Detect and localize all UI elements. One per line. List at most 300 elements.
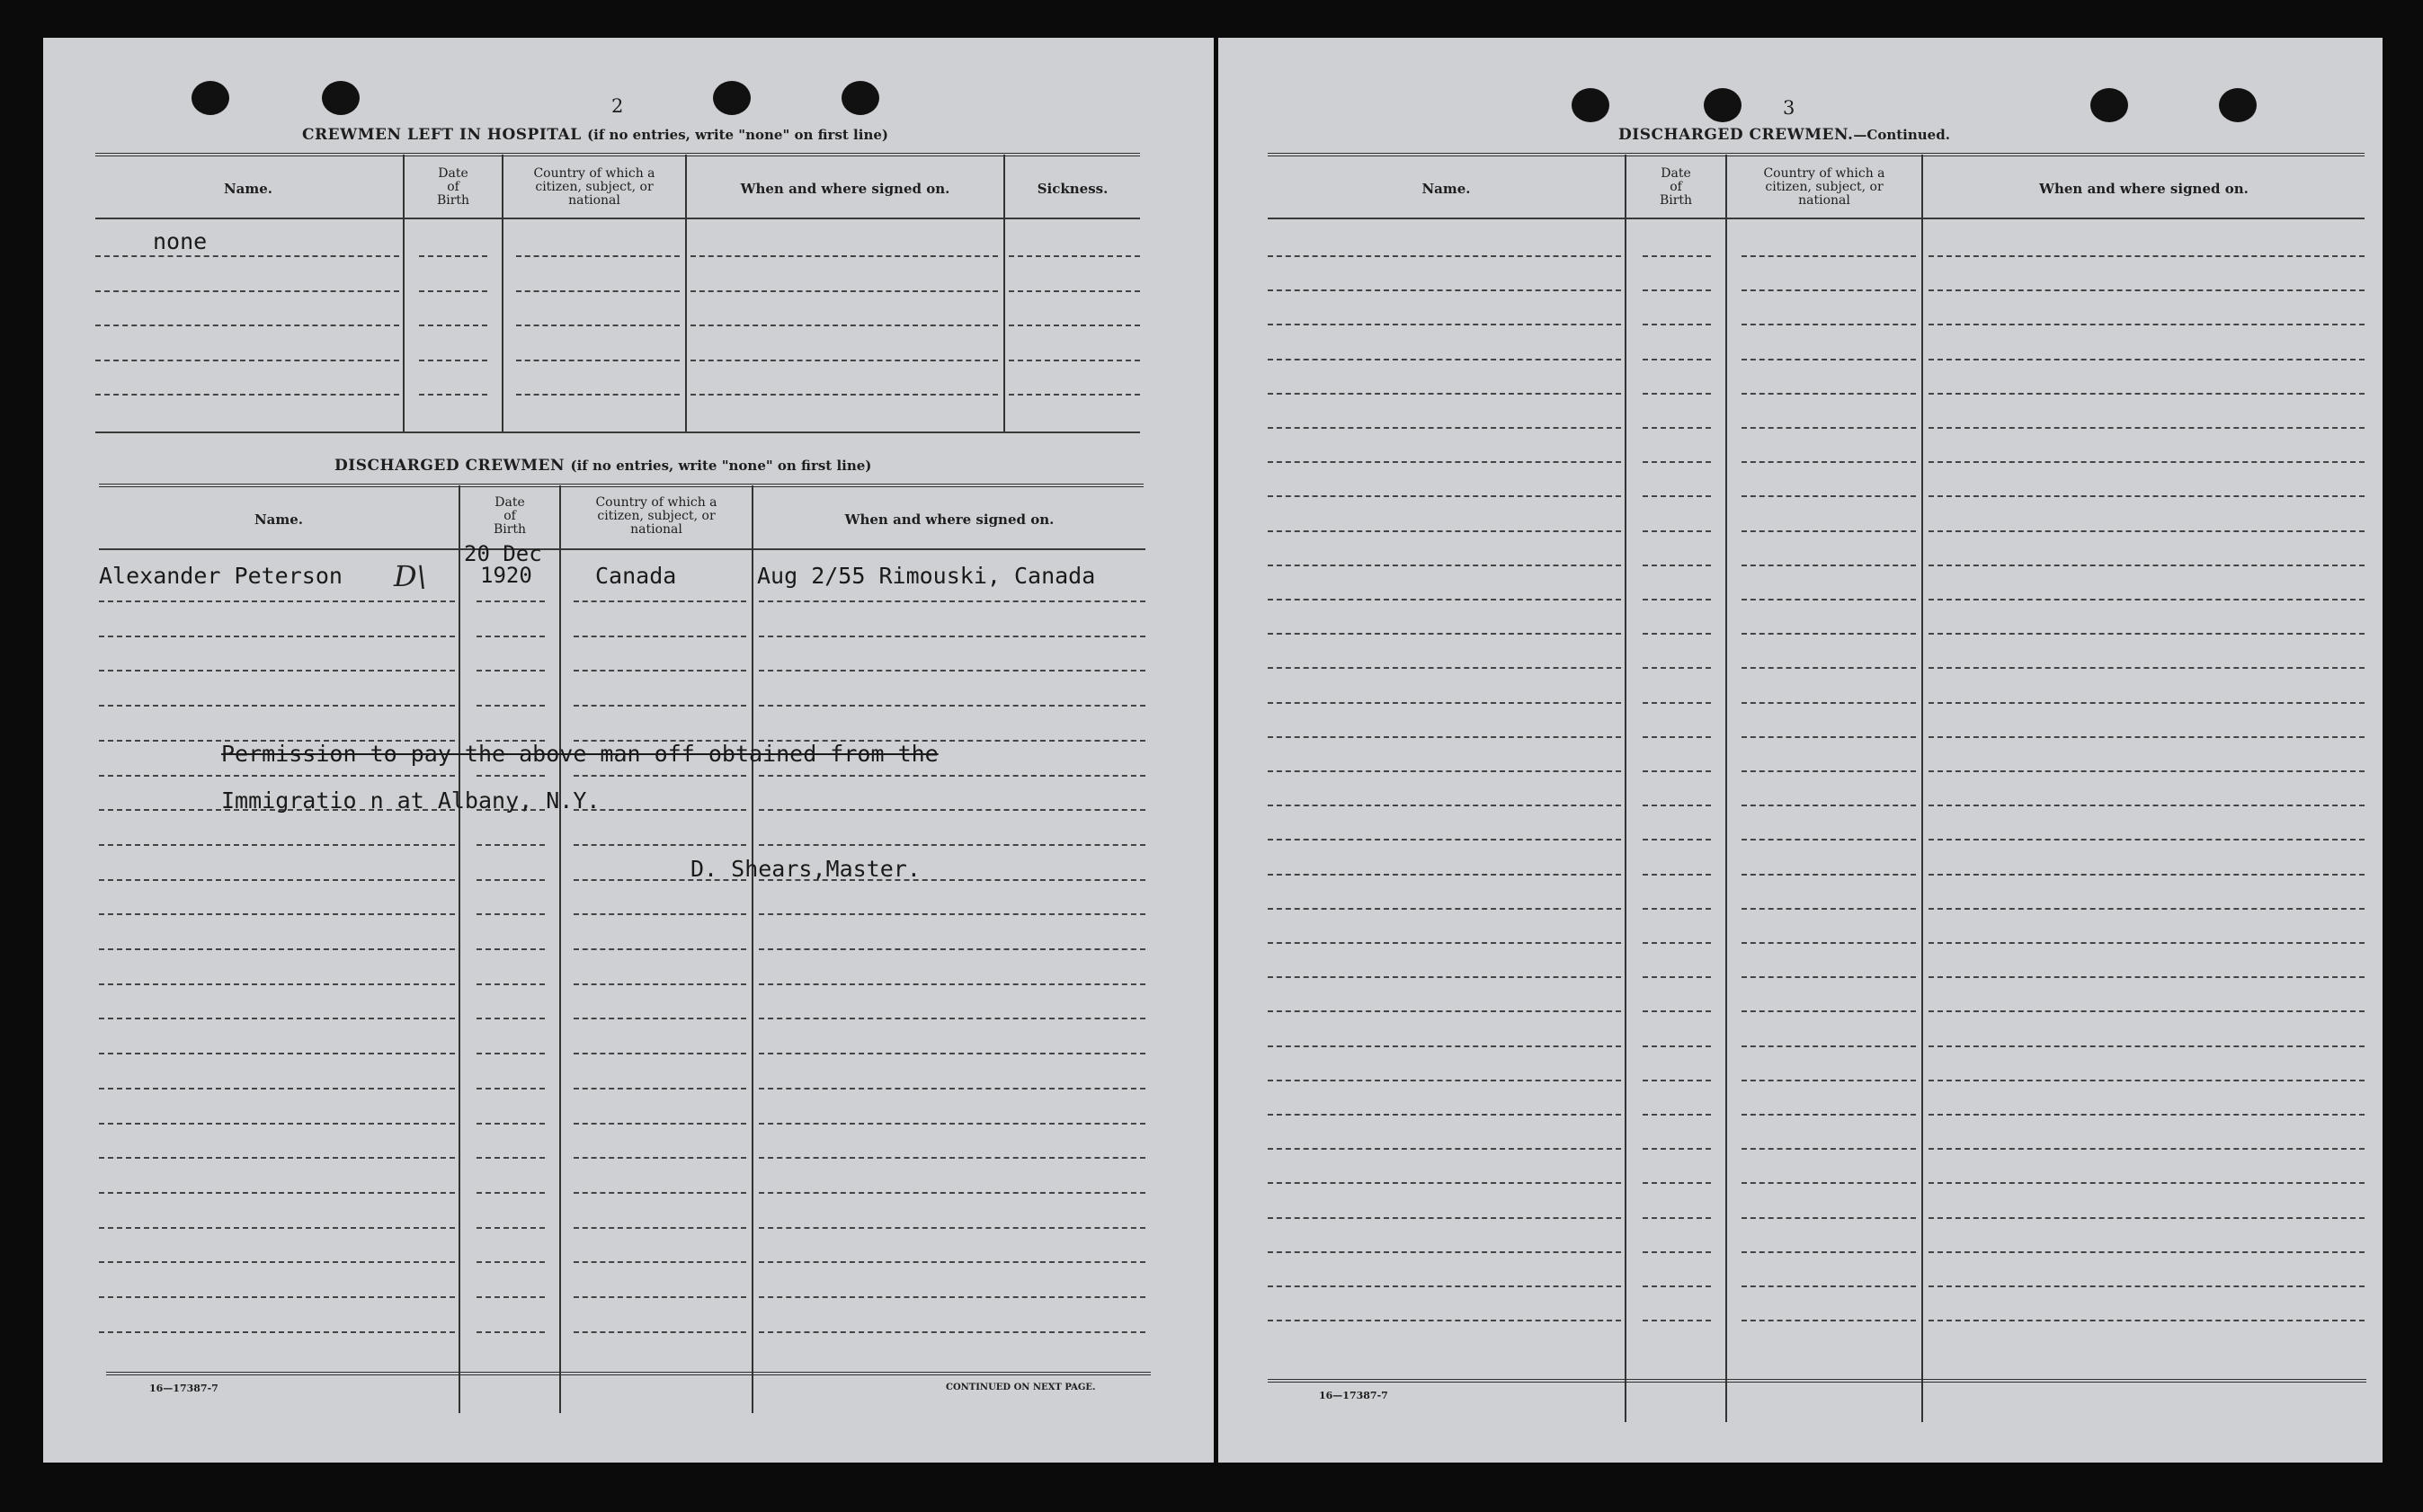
header-signed-on: When and where signed on. bbox=[2039, 181, 2249, 197]
ruled-line bbox=[419, 394, 487, 396]
ruled-line bbox=[516, 360, 680, 361]
ruled-line bbox=[1742, 1114, 1916, 1116]
header-dob-l3: Birth bbox=[1659, 193, 1693, 208]
ruled-line bbox=[1929, 565, 2365, 566]
ruled-line bbox=[759, 1157, 1145, 1159]
ruled-line bbox=[1268, 942, 1621, 944]
hospital-entry: none bbox=[153, 228, 208, 254]
ruled-line bbox=[574, 1331, 746, 1333]
ruled-line bbox=[1929, 805, 2365, 806]
ruled-line bbox=[759, 1018, 1145, 1019]
ruled-line bbox=[690, 360, 998, 361]
ruled-line bbox=[1268, 255, 1621, 257]
ruled-line bbox=[1643, 1182, 1711, 1184]
ruled-line bbox=[1643, 770, 1711, 772]
ruled-line bbox=[1742, 702, 1916, 704]
ruled-line bbox=[477, 1227, 545, 1229]
ruled-line bbox=[690, 325, 998, 326]
ruled-line bbox=[477, 844, 545, 846]
ruled-line bbox=[759, 1088, 1145, 1090]
ruled-line bbox=[1742, 667, 1916, 669]
ruled-line bbox=[574, 913, 746, 915]
form-number: 16—17387-7 bbox=[1319, 1390, 1388, 1401]
ruled-line bbox=[759, 948, 1145, 950]
ruled-line bbox=[1643, 1251, 1711, 1253]
discharged-section-title bbox=[334, 457, 871, 475]
header-country bbox=[1727, 167, 1921, 208]
ruled-line bbox=[759, 1227, 1145, 1229]
header-country bbox=[561, 496, 752, 537]
ruled-line bbox=[477, 670, 545, 672]
ruled-line bbox=[1643, 1217, 1711, 1219]
ruled-line bbox=[419, 325, 487, 326]
ruled-line bbox=[477, 879, 545, 881]
ruled-line bbox=[759, 705, 1145, 707]
ruled-line bbox=[95, 325, 399, 326]
ruled-line bbox=[1929, 359, 2365, 360]
ruled-line bbox=[759, 600, 1145, 602]
ruled-line bbox=[99, 670, 455, 672]
ruled-line bbox=[1929, 1148, 2365, 1150]
ruled-line bbox=[99, 913, 455, 915]
header-country-l1: Country of which a bbox=[533, 166, 655, 181]
ruled-line bbox=[759, 1261, 1145, 1263]
ruled-line bbox=[574, 1261, 746, 1263]
column-divider bbox=[685, 155, 687, 433]
ruled-line bbox=[1929, 255, 2365, 257]
ruled-line bbox=[1268, 770, 1621, 772]
ruled-line bbox=[95, 290, 399, 292]
ruled-line bbox=[1929, 1080, 2365, 1081]
ruled-line bbox=[477, 775, 545, 777]
ruled-line bbox=[1268, 461, 1621, 463]
rule bbox=[95, 218, 1140, 219]
crewman-signed-on: Aug 2/55 Rimouski, Canada bbox=[757, 563, 1096, 589]
ruled-line bbox=[1742, 736, 1916, 738]
ruled-line bbox=[1268, 805, 1621, 806]
column-divider bbox=[1625, 155, 1626, 1422]
ruled-line bbox=[1643, 736, 1711, 738]
ruled-line bbox=[1643, 1045, 1711, 1047]
ruled-line bbox=[1929, 874, 2365, 876]
ruled-line bbox=[477, 1296, 545, 1298]
ruled-line bbox=[516, 290, 680, 292]
continued-section-title bbox=[1618, 126, 1950, 144]
ruled-line bbox=[1643, 942, 1711, 944]
ruled-line bbox=[1009, 325, 1140, 326]
ruled-line bbox=[1742, 461, 1916, 463]
continued-title-text: DISCHARGED CREWMEN. bbox=[1618, 126, 1854, 144]
ruled-line bbox=[1929, 495, 2365, 497]
ruled-line bbox=[99, 948, 455, 950]
ruled-line bbox=[1643, 1148, 1711, 1150]
punch-hole bbox=[2219, 88, 2257, 122]
ruled-line bbox=[1929, 1045, 2365, 1047]
ruled-line bbox=[477, 600, 545, 602]
permission-note-line2: Immigratio n at Albany, N.Y. bbox=[221, 787, 601, 814]
ruled-line bbox=[477, 705, 545, 707]
ruled-line bbox=[1268, 667, 1621, 669]
ruled-line bbox=[1929, 1114, 2365, 1116]
ruled-line bbox=[1742, 908, 1916, 910]
ruled-line bbox=[1929, 1010, 2365, 1012]
ruled-line bbox=[1643, 495, 1711, 497]
ruled-line bbox=[1643, 289, 1711, 291]
ruled-line bbox=[1643, 1010, 1711, 1012]
ruled-line bbox=[1268, 839, 1621, 840]
ruled-line bbox=[477, 1088, 545, 1090]
ruled-line bbox=[759, 1123, 1145, 1125]
header-country-l1: Country of which a bbox=[1763, 166, 1885, 181]
header-dob-l2: of bbox=[503, 509, 516, 523]
ruled-line bbox=[574, 948, 746, 950]
ruled-line bbox=[516, 325, 680, 326]
header-country-l3: national bbox=[568, 193, 620, 208]
right-page bbox=[1218, 38, 2383, 1463]
ruled-line bbox=[759, 844, 1145, 846]
ruled-line bbox=[1268, 1148, 1621, 1150]
ruled-line bbox=[574, 1123, 746, 1125]
ruled-line bbox=[1268, 1320, 1621, 1321]
header-dob bbox=[405, 167, 502, 208]
column-divider bbox=[403, 155, 405, 433]
hospital-title-text: CREWMEN LEFT IN HOSPITAL bbox=[302, 126, 582, 144]
ruled-line bbox=[759, 1331, 1145, 1333]
ruled-line bbox=[1742, 1320, 1916, 1321]
ruled-line bbox=[99, 1296, 455, 1298]
ruled-line bbox=[1268, 565, 1621, 566]
header-country-l2: citizen, subject, or bbox=[597, 509, 716, 523]
left-page bbox=[43, 38, 1214, 1463]
ruled-line bbox=[1929, 976, 2365, 978]
header-dob-l1: Date bbox=[494, 495, 525, 510]
ruled-line bbox=[1268, 1217, 1621, 1219]
ruled-line bbox=[99, 600, 455, 602]
ruled-line bbox=[1643, 702, 1711, 704]
ruled-line bbox=[99, 1157, 455, 1159]
ruled-line bbox=[1742, 565, 1916, 566]
ruled-line bbox=[1742, 1148, 1916, 1150]
header-country bbox=[503, 167, 685, 208]
ruled-line bbox=[1742, 1080, 1916, 1081]
handwritten-mark: D\ bbox=[394, 559, 427, 593]
ruled-line bbox=[1742, 530, 1916, 532]
ruled-line bbox=[1268, 530, 1621, 532]
ruled-line bbox=[1268, 393, 1621, 395]
ruled-line bbox=[1268, 1182, 1621, 1184]
ruled-line bbox=[1929, 599, 2365, 600]
ruled-line bbox=[99, 879, 455, 881]
ruled-line bbox=[477, 1018, 545, 1019]
ruled-line bbox=[99, 1192, 455, 1194]
ruled-line bbox=[477, 636, 545, 637]
discharged-title-text: DISCHARGED CREWMEN bbox=[334, 457, 566, 475]
ruled-line bbox=[1929, 530, 2365, 532]
ruled-line bbox=[574, 844, 746, 846]
ruled-line bbox=[1643, 255, 1711, 257]
ruled-line bbox=[1742, 255, 1916, 257]
ruled-line bbox=[690, 394, 998, 396]
ruled-line bbox=[759, 913, 1145, 915]
punch-hole bbox=[713, 81, 751, 115]
ruled-line bbox=[1742, 1251, 1916, 1253]
ruled-line bbox=[1929, 942, 2365, 944]
rule bbox=[1268, 1379, 2366, 1383]
ruled-line bbox=[95, 394, 399, 396]
ruled-line bbox=[1643, 805, 1711, 806]
ruled-line bbox=[1929, 1251, 2365, 1253]
ruled-line bbox=[1929, 667, 2365, 669]
ruled-line bbox=[1929, 908, 2365, 910]
ruled-line bbox=[419, 290, 487, 292]
hospital-section-title bbox=[302, 126, 888, 144]
ruled-line bbox=[1742, 633, 1916, 635]
ruled-line bbox=[1929, 393, 2365, 395]
ruled-line bbox=[99, 1123, 455, 1125]
column-divider bbox=[559, 485, 561, 1413]
header-country-l2: citizen, subject, or bbox=[535, 180, 654, 194]
punch-hole bbox=[192, 81, 229, 115]
ruled-line bbox=[574, 705, 746, 707]
ruled-line bbox=[1268, 1251, 1621, 1253]
ruled-line bbox=[516, 255, 680, 257]
ruled-line bbox=[1742, 839, 1916, 840]
ruled-line bbox=[1643, 393, 1711, 395]
ruled-line bbox=[1929, 702, 2365, 704]
ruled-line bbox=[759, 1192, 1145, 1194]
ruled-line bbox=[574, 600, 746, 602]
punch-hole bbox=[1704, 88, 1742, 122]
rule bbox=[106, 1372, 1151, 1375]
header-name: Name. bbox=[223, 181, 273, 197]
ruled-line bbox=[574, 1088, 746, 1090]
punch-hole bbox=[2090, 88, 2128, 122]
ruled-line bbox=[1643, 976, 1711, 978]
ruled-line bbox=[99, 1088, 455, 1090]
punch-hole bbox=[322, 81, 360, 115]
ruled-line bbox=[1268, 736, 1621, 738]
ruled-line bbox=[516, 394, 680, 396]
crewman-country: Canada bbox=[595, 563, 677, 589]
ruled-line bbox=[477, 1331, 545, 1333]
ruled-line bbox=[574, 1018, 746, 1019]
continued-note: CONTINUED ON NEXT PAGE. bbox=[946, 1383, 1096, 1392]
ruled-line bbox=[1268, 324, 1621, 325]
ruled-line bbox=[1268, 359, 1621, 360]
header-dob-l2: of bbox=[1670, 180, 1682, 194]
page-number: 2 bbox=[611, 95, 624, 117]
header-country-l3: national bbox=[1798, 193, 1850, 208]
ruled-line bbox=[759, 775, 1145, 777]
header-dob bbox=[460, 496, 559, 537]
ruled-line bbox=[1643, 599, 1711, 600]
ruled-line bbox=[1268, 1045, 1621, 1047]
discharged-instruction: (if no entries, write "none" on first line) bbox=[570, 458, 872, 474]
ruled-line bbox=[759, 1053, 1145, 1054]
ruled-line bbox=[759, 636, 1145, 637]
ruled-line bbox=[690, 290, 998, 292]
ruled-line bbox=[1742, 1010, 1916, 1012]
ruled-line bbox=[1742, 393, 1916, 395]
header-name: Name. bbox=[254, 511, 304, 528]
rule bbox=[99, 484, 1144, 487]
crewman-dob-day-month: 20 Dec bbox=[464, 541, 542, 566]
ruled-line bbox=[1643, 1114, 1711, 1116]
ruled-line bbox=[759, 983, 1145, 985]
ruled-line bbox=[1643, 633, 1711, 635]
ruled-line bbox=[1009, 255, 1140, 257]
header-dob bbox=[1626, 167, 1725, 208]
header-name: Name. bbox=[1421, 181, 1471, 197]
ruled-line bbox=[477, 1157, 545, 1159]
ruled-line bbox=[1268, 427, 1621, 429]
ruled-line bbox=[1643, 427, 1711, 429]
ruled-line bbox=[419, 360, 487, 361]
ruled-line bbox=[1268, 599, 1621, 600]
header-dob-l2: of bbox=[447, 180, 459, 194]
column-divider bbox=[1725, 155, 1727, 1422]
ruled-line bbox=[1929, 324, 2365, 325]
ruled-line bbox=[99, 1331, 455, 1333]
rule bbox=[99, 548, 1145, 550]
ruled-line bbox=[574, 1296, 746, 1298]
column-divider bbox=[502, 155, 503, 433]
ruled-line bbox=[1929, 427, 2365, 429]
ruled-line bbox=[477, 1053, 545, 1054]
ruled-line bbox=[1268, 702, 1621, 704]
ruled-line bbox=[574, 670, 746, 672]
ruled-line bbox=[1929, 1285, 2365, 1287]
ruled-line bbox=[1009, 394, 1140, 396]
ruled-line bbox=[99, 1018, 455, 1019]
ruled-line bbox=[1268, 976, 1621, 978]
header-dob-l1: Date bbox=[1661, 166, 1691, 181]
ruled-line bbox=[99, 636, 455, 637]
header-country-l2: citizen, subject, or bbox=[1765, 180, 1884, 194]
header-country-l1: Country of which a bbox=[595, 495, 717, 510]
ruled-line bbox=[574, 983, 746, 985]
ruled-line bbox=[759, 809, 1145, 811]
ruled-line bbox=[1268, 1285, 1621, 1287]
crewman-name: Alexander Peterson bbox=[99, 563, 343, 589]
ruled-line bbox=[99, 1053, 455, 1054]
ruled-line bbox=[477, 1261, 545, 1263]
ruled-line bbox=[574, 1053, 746, 1054]
ruled-line bbox=[1929, 770, 2365, 772]
ruled-line bbox=[99, 705, 455, 707]
ruled-line bbox=[1643, 324, 1711, 325]
ruled-line bbox=[574, 1157, 746, 1159]
ruled-line bbox=[1742, 770, 1916, 772]
ruled-line bbox=[1742, 495, 1916, 497]
crewman-dob-year: 1920 bbox=[480, 563, 532, 588]
column-divider bbox=[1921, 155, 1923, 1422]
ruled-line bbox=[1643, 461, 1711, 463]
ruled-line bbox=[1268, 1010, 1621, 1012]
ruled-line bbox=[1643, 874, 1711, 876]
ruled-line bbox=[574, 775, 746, 777]
ruled-line bbox=[1742, 427, 1916, 429]
ruled-line bbox=[1929, 1217, 2365, 1219]
hospital-instruction: (if no entries, write "none" on first line) bbox=[587, 127, 888, 143]
column-divider bbox=[1003, 155, 1005, 433]
rule bbox=[1268, 218, 2365, 219]
ruled-line bbox=[477, 1123, 545, 1125]
ruled-line bbox=[477, 983, 545, 985]
ruled-line bbox=[1929, 633, 2365, 635]
header-dob-l3: Birth bbox=[493, 522, 527, 537]
ruled-line bbox=[1268, 1080, 1621, 1081]
ruled-line bbox=[1643, 667, 1711, 669]
ruled-line bbox=[1929, 1320, 2365, 1321]
rule bbox=[95, 431, 1140, 433]
column-divider bbox=[459, 485, 460, 1413]
ruled-line bbox=[1643, 530, 1711, 532]
ruled-line bbox=[477, 948, 545, 950]
ruled-line bbox=[1742, 1182, 1916, 1184]
ruled-line bbox=[99, 1261, 455, 1263]
ruled-line bbox=[99, 844, 455, 846]
ruled-line bbox=[1643, 1080, 1711, 1081]
ruled-line bbox=[690, 255, 998, 257]
ruled-line bbox=[1742, 942, 1916, 944]
punch-hole bbox=[842, 81, 879, 115]
master-signature: D. Shears,Master. bbox=[690, 856, 921, 882]
ruled-line bbox=[1742, 1217, 1916, 1219]
continued-title-suffix: —Continued. bbox=[1853, 127, 1950, 143]
ruled-line bbox=[1742, 324, 1916, 325]
rule bbox=[95, 153, 1140, 156]
header-signed-on: When and where signed on. bbox=[740, 181, 950, 197]
ruled-line bbox=[1009, 360, 1140, 361]
ruled-line bbox=[1268, 495, 1621, 497]
ruled-line bbox=[477, 913, 545, 915]
ruled-line bbox=[1268, 1114, 1621, 1116]
form-number: 16—17387-7 bbox=[149, 1383, 218, 1394]
page-number: 3 bbox=[1783, 97, 1795, 119]
header-signed-on: When and where signed on. bbox=[844, 511, 1055, 528]
header-sickness: Sickness. bbox=[1037, 181, 1109, 197]
ruled-line bbox=[1643, 565, 1711, 566]
ruled-line bbox=[1643, 1285, 1711, 1287]
rule bbox=[1268, 153, 2365, 156]
ruled-line bbox=[95, 360, 399, 361]
ruled-line bbox=[1268, 289, 1621, 291]
ruled-line bbox=[1929, 289, 2365, 291]
ruled-line bbox=[1643, 839, 1711, 840]
ruled-line bbox=[1742, 359, 1916, 360]
ruled-line bbox=[1268, 633, 1621, 635]
punch-hole bbox=[1572, 88, 1609, 122]
ruled-line bbox=[99, 1227, 455, 1229]
ruled-line bbox=[1643, 1320, 1711, 1321]
ruled-line bbox=[1742, 1045, 1916, 1047]
ruled-line bbox=[1742, 289, 1916, 291]
ruled-line bbox=[574, 1192, 746, 1194]
ruled-line bbox=[99, 775, 455, 777]
ruled-line bbox=[419, 255, 487, 257]
header-dob-l3: Birth bbox=[436, 193, 470, 208]
ruled-line bbox=[1929, 1182, 2365, 1184]
ruled-line bbox=[1742, 599, 1916, 600]
ruled-line bbox=[1929, 736, 2365, 738]
ruled-line bbox=[1268, 908, 1621, 910]
ruled-line bbox=[1643, 908, 1711, 910]
ruled-line bbox=[1268, 874, 1621, 876]
ruled-line bbox=[1742, 805, 1916, 806]
ruled-line bbox=[477, 1192, 545, 1194]
ruled-line bbox=[1742, 874, 1916, 876]
